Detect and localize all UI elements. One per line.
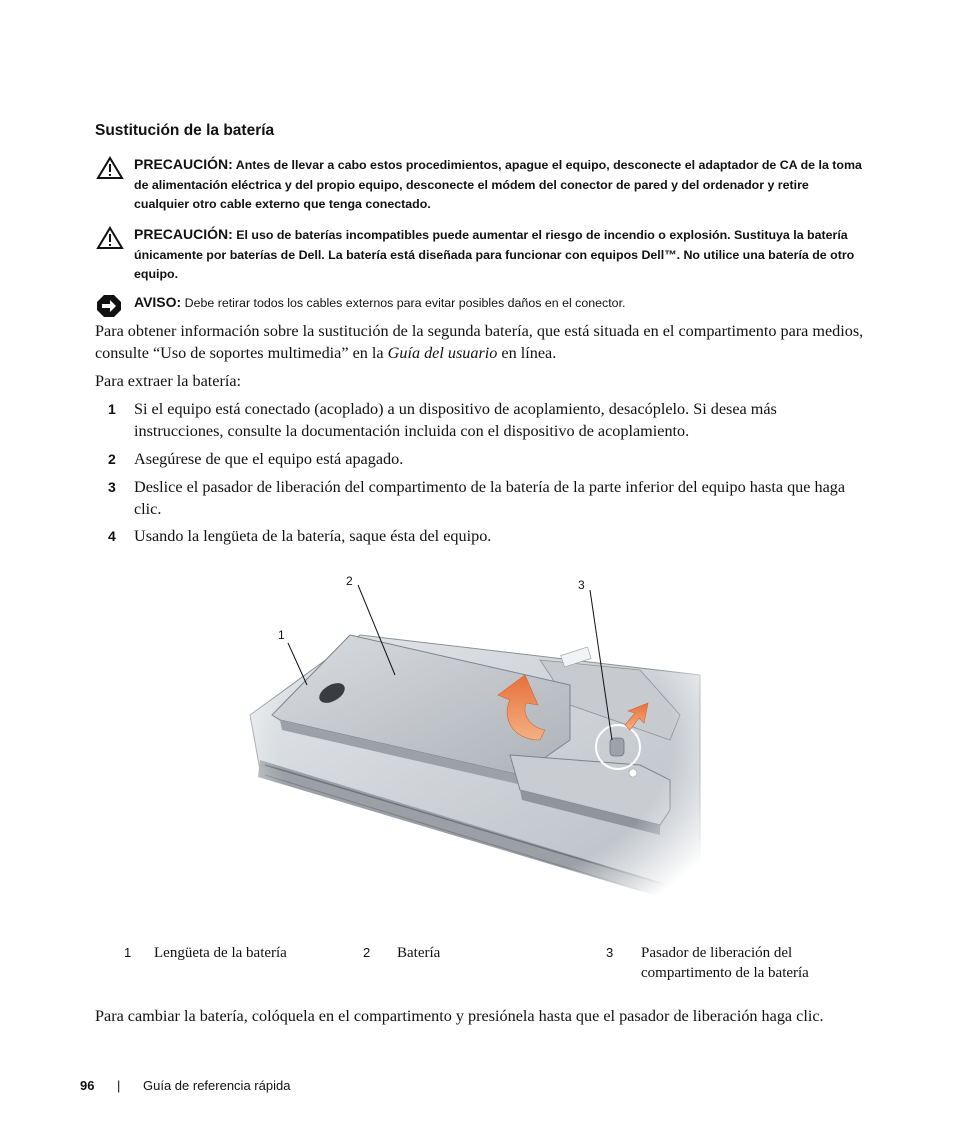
callout-1: 1 [278,628,285,642]
step-text: Si el equipo está conectado (acoplado) a un dispositivo de acoplamiento, desacóplelo. Si desea más instrucciones, consulte la documentación incluida con el dispositivo de acoplamiento. [134,400,777,440]
legend-number: 2 [363,945,371,960]
laptop-battery-drawing [240,565,710,910]
callout-3: 3 [578,578,585,592]
warning-triangle-icon [96,226,124,257]
user-guide-title: Guía del usuario [387,344,498,362]
step-4 [95,525,865,547]
legend-text: Pasador de liberación del compartimento de la batería [641,945,809,981]
step-number: 1 [108,401,116,417]
step-number: 3 [108,479,116,495]
step-text: Usando la lengüeta de la batería, saque ésta del equipo. [134,527,492,545]
caution-body: El uso de baterías incompatibles puede aumentar el riesgo de incendio o explosión. Sustituya la batería únicamente por baterías de Dell. La batería está diseñada para funcionar con equipos Dell™. No utilice una batería de otro equipo. [134,228,855,281]
caution-notice-power [96,155,866,215]
step-text: Deslice el pasador de liberación del compartimento de la batería de la parte inferior del equipo hasta que haga clic. [134,478,846,518]
step-1 [95,398,865,442]
section-title: Sustitución de la batería [95,122,275,139]
legend-number: 3 [606,945,614,960]
aviso-label: AVISO: [134,294,182,310]
aviso-body: Debe retirar todos los cables externos para evitar posibles daños en el conector. [181,296,626,310]
battery-removal-illustration [240,565,710,910]
caution-label: PRECAUCIÓN: [134,156,233,172]
footer-separator: | [117,1078,121,1093]
step-3 [95,476,865,520]
intro-text: Para obtener información sobre la sustitución de la segunda batería, que está situada en el compartimento para medios, consulte “Uso de soportes multimedia” en la [95,322,864,362]
aviso-notice [96,293,866,314]
extract-label: Para extraer la batería: [95,372,242,390]
warning-triangle-icon [96,156,124,187]
page-number: 96 [80,1078,95,1093]
caution-notice-battery [96,225,866,285]
caution-body: Antes de llevar a cabo estos procedimientos, apague el equipo, desconecte el adaptador de CA de la toma de alimentación eléctrica y del propio equipo, desconecte el módem del conector de pared y del ordenador y retire cualquier otro cable externo que tenga conectado. [134,158,862,211]
callout-2: 2 [346,574,353,588]
step-2 [95,448,865,470]
step-number: 4 [108,528,116,544]
legend-text: Lengüeta de la batería [154,945,287,961]
intro-text-end: en línea. [497,344,557,362]
step-text: Asegúrese de que el equipo está apagado. [134,450,404,468]
caution-label: PRECAUCIÓN: [134,226,233,242]
intro-paragraph [95,320,865,364]
step-number: 2 [108,451,116,467]
legend-number: 1 [124,945,132,960]
footer-title: Guía de referencia rápida [143,1078,291,1093]
closing-paragraph: Para cambiar la batería, colóquela en el compartimento y presiónela hasta que el pasador de liberación haga clic. [95,1007,824,1025]
legend-text: Batería [397,945,441,961]
